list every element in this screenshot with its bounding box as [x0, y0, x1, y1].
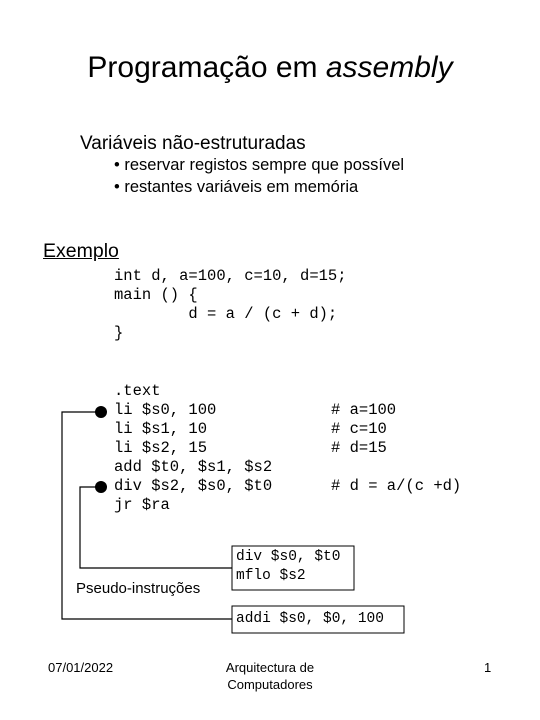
example-heading: Exemplo	[43, 240, 119, 262]
asm-comment: # a=100	[331, 401, 397, 419]
c-code-line: }	[114, 324, 124, 342]
asm-comment: # d = a/(c +d)	[331, 477, 462, 495]
c-code-line: d = a / (c + d);	[114, 305, 338, 323]
div-dot-icon	[95, 481, 107, 493]
c-code-line: int d, a=100, c=10, d=15;	[114, 267, 347, 285]
pseudo-instructions-label: Pseudo-instruções	[76, 580, 201, 597]
asm-line: add $t0, $s1, $s2	[114, 458, 273, 476]
footer-course-line2: Computadores	[227, 677, 313, 692]
asm-comment: # c=10	[331, 420, 387, 438]
asm-line: jr $ra	[114, 496, 170, 514]
asm-line: div $s2, $s0, $t0	[114, 477, 273, 495]
asm-comment: # d=15	[331, 439, 387, 457]
asm-directive: .text	[114, 382, 161, 400]
div-expansion-line: mflo $s2	[236, 568, 306, 584]
footer-course	[0, 659, 540, 693]
footer-date: 07/01/2022	[48, 660, 114, 675]
li-dot-icon	[95, 406, 107, 418]
title-emphasis: assembly	[325, 51, 453, 84]
page-number: 1	[484, 660, 492, 675]
bullet-memory: • restantes variáveis em memória	[114, 178, 359, 196]
asm-line: li $s2, 15	[114, 439, 208, 457]
title-main: Programação em	[87, 51, 326, 84]
li-expansion-line: addi $s0, $0, 100	[236, 611, 384, 627]
c-code-line: main () {	[114, 286, 198, 304]
bullet-registers: • reservar registos sempre que possível	[114, 156, 405, 174]
asm-line: li $s1, 10	[114, 420, 208, 438]
asm-line: li $s0, 100	[114, 401, 217, 419]
subheading: Variáveis não-estruturadas	[80, 133, 306, 154]
footer-course-line1: Arquitectura de	[225, 660, 315, 675]
div-expansion-line: div $s0, $t0	[236, 549, 341, 565]
